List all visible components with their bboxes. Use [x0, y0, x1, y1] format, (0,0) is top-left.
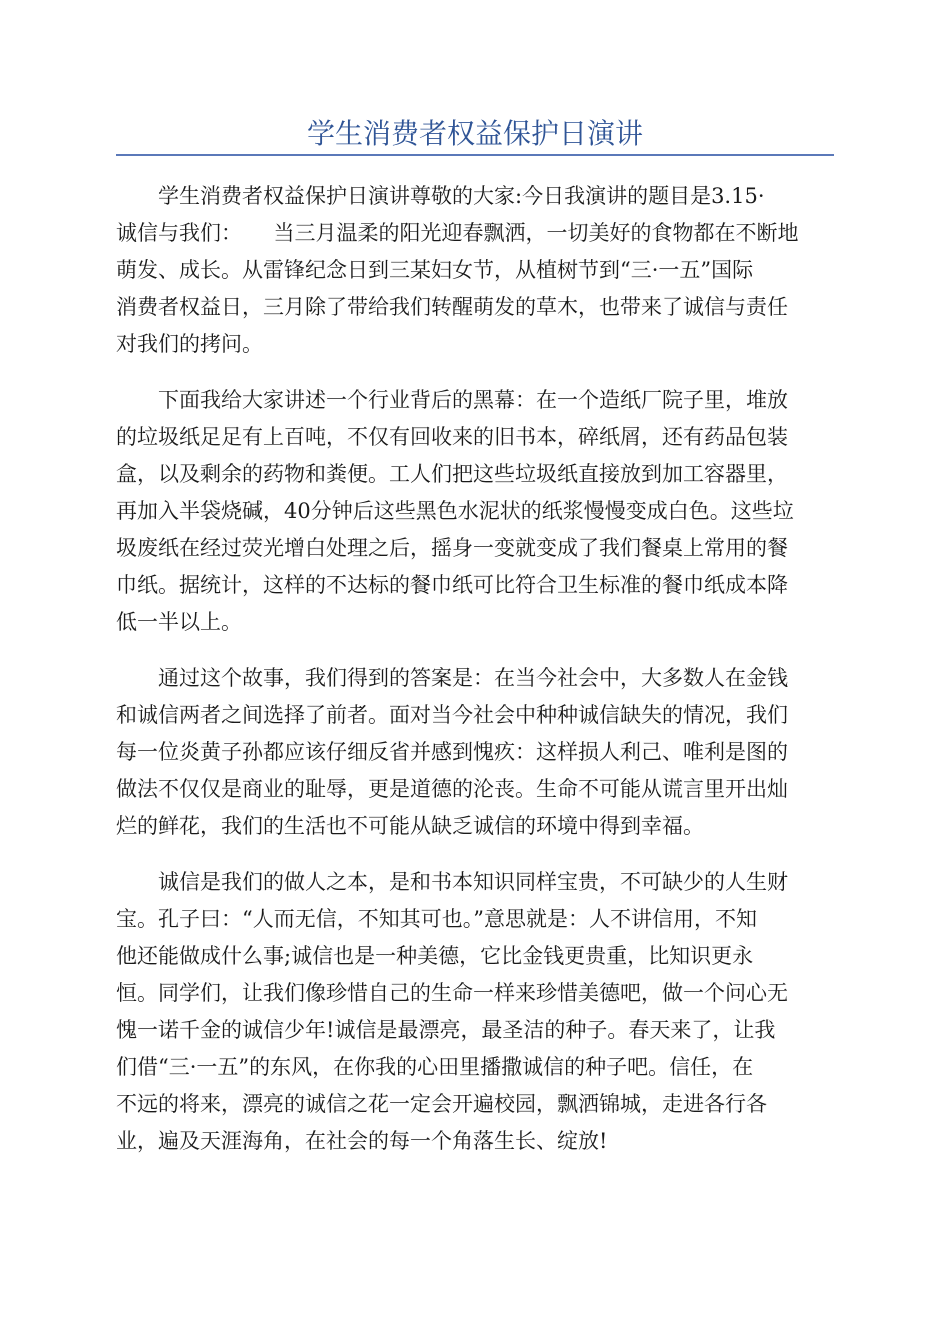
- text-line: 低一半以上。: [116, 610, 242, 634]
- text-line: 消费者权益日，三月除了带给我们转醒萌发的草木，也带来了诚信与责任: [116, 295, 788, 319]
- text-line: 诚信是我们的做人之本，是和书本知识同样宝贵，不可缺少的人生财: [116, 870, 788, 894]
- text-line: 盒，以及剩余的药物和粪便。工人们把这些垃圾纸直接放到加工容器里，: [116, 462, 788, 486]
- text-line: 巾纸。据统计，这样的不达标的餐巾纸可比符合卫生标准的餐巾纸成本降: [116, 573, 788, 597]
- text-line: 烂的鲜花，我们的生活也不可能从缺乏诚信的环境中得到幸福。: [116, 814, 704, 838]
- text-line: 们借“三·一五”的东风，在你我的心田里播撒诚信的种子吧。信任，在: [116, 1055, 754, 1079]
- paragraph-2: [116, 382, 834, 641]
- text-line: 圾废纸在经过荧光增白处理之后，摇身一变就变成了我们餐桌上常用的餐: [116, 536, 788, 560]
- document-body: [116, 178, 834, 1179]
- text-line: 学生消费者权益保护日演讲尊敬的大家:今日我演讲的题目是3.15·: [116, 184, 765, 208]
- text-line: 做法不仅仅是商业的耻辱，更是道德的沦丧。生命不可能从谎言里开出灿: [116, 777, 788, 801]
- text-line: 宝。孔子曰：“人而无信，不知其可也。”意思就是：人不讲信用，不知: [116, 907, 757, 931]
- text-line: 愧一诺千金的诚信少年!诚信是最漂亮，最圣洁的种子。春天来了，让我: [116, 1018, 776, 1042]
- paragraph-3: [116, 660, 834, 845]
- paragraph-1: [116, 178, 834, 363]
- text-line: 他还能做成什么事;诚信也是一种美德，它比金钱更贵重，比知识更永: [116, 944, 754, 968]
- text-line: 每一位炎黄子孙都应该仔细反省并感到愧疚：这样损人利己、唯利是图的: [116, 740, 788, 764]
- text-line: 萌发、成长。从雷锋纪念日到三某妇女节，从植树节到“三·一五”国际: [116, 258, 754, 282]
- text-line: 下面我给大家讲述一个行业背后的黑幕：在一个造纸厂院子里，堆放: [116, 388, 788, 412]
- paragraph-4: [116, 864, 834, 1160]
- title-underline: [116, 154, 834, 156]
- text-line: 诚信与我们： 当三月温柔的阳光迎春飘洒，一切美好的食物都在不断地: [116, 221, 799, 245]
- text-line: 通过这个故事，我们得到的答案是：在当今社会中，大多数人在金钱: [116, 666, 788, 690]
- text-line: 的垃圾纸足足有上百吨，不仅有回收来的旧书本，碎纸屑，还有药品包装: [116, 425, 788, 449]
- text-line: 不远的将来，漂亮的诚信之花一定会开遍校园，飘洒锦城，走进各行各: [116, 1092, 767, 1116]
- text-line: 和诚信两者之间选择了前者。面对当今社会中种种诚信缺失的情况，我们: [116, 703, 788, 727]
- document-title: 学生消费者权益保护日演讲: [306, 117, 643, 150]
- text-line: 业，遍及天涯海角，在社会的每一个角落生长、绽放!: [116, 1129, 608, 1153]
- text-line: 恒。同学们，让我们像珍惜自己的生命一样来珍惜美德吧，做一个问心无: [116, 981, 788, 1005]
- text-line: 再加入半袋烧碱，40分钟后这些黑色水泥状的纸浆慢慢变成白色。这些垃: [116, 499, 794, 523]
- text-line: 对我们的拷问。: [116, 332, 263, 356]
